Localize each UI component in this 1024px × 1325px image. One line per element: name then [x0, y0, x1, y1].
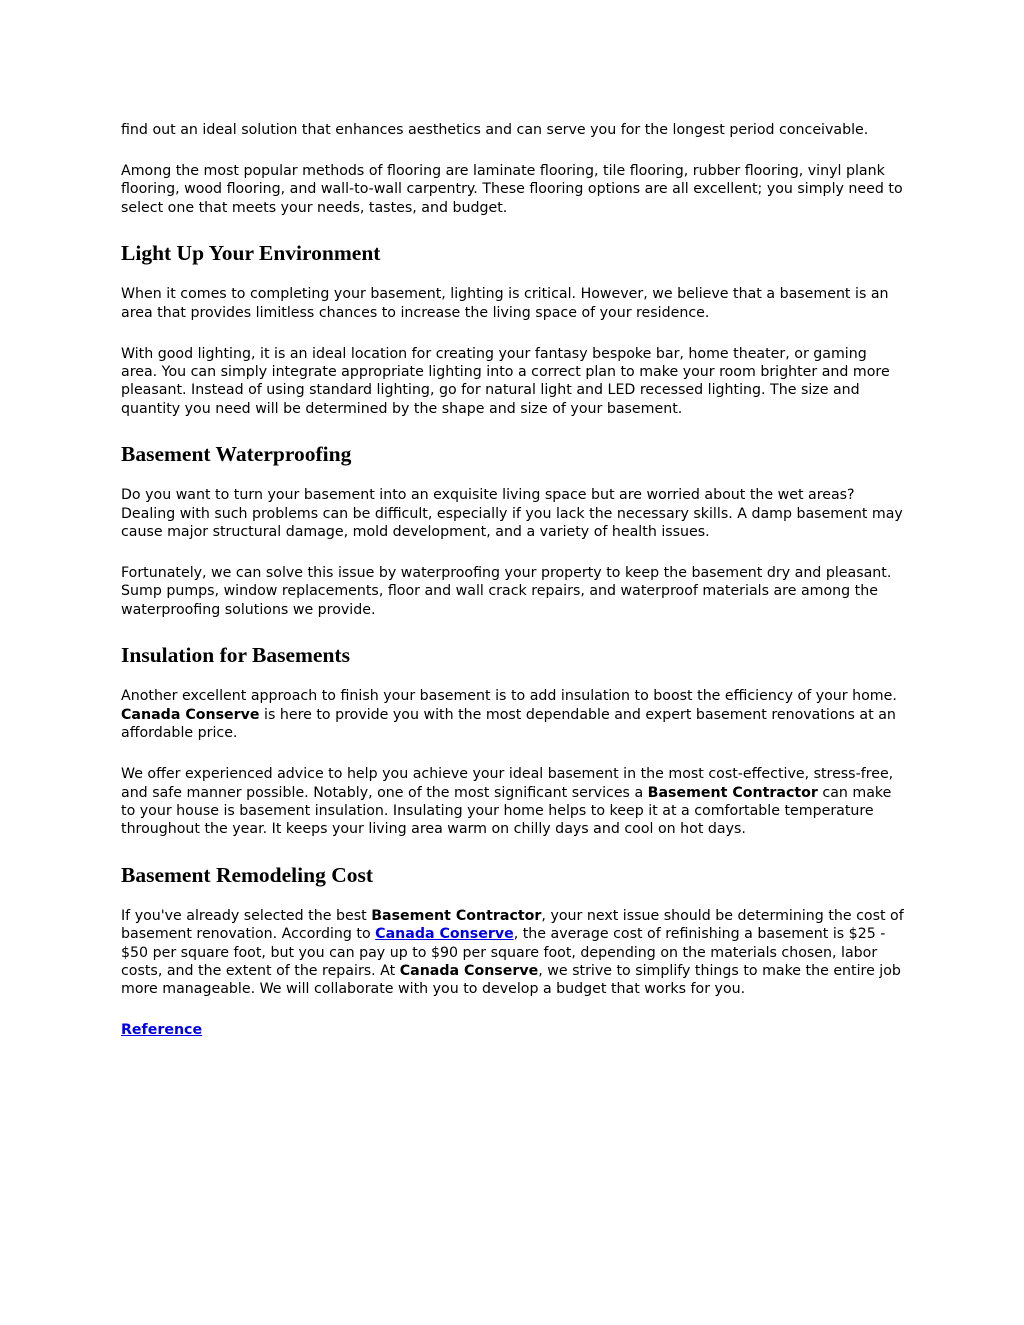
insulation-p2-text-a: We offer experienced advice to help you achieve your ideal basement in the most cost-effective, stress-free, and safe manner possible. Notably, one of the most significant services a	[121, 766, 894, 801]
insulation-paragraph-2	[121, 765, 907, 839]
basement-contractor-bold: Basement Contractor	[371, 907, 542, 924]
heading-waterproofing: Basement Waterproofing	[121, 442, 352, 467]
lighting-paragraph-2: With good lighting, it is an ideal location for creating your fantasy bespoke bar, home theater, or gaming area. You can simply integrate appropriate lighting into a correct plan to make your room brighter and more pleasant. Instead of using standard lighting, go for natural light and LED recessed lighting. The size and quantity you need will be determined by the shape and size of your basement.	[121, 345, 890, 417]
insulation-paragraph-1	[121, 687, 907, 742]
cost-text-2: , your next issue should be determining the cost of basement renovation. According to	[121, 907, 904, 943]
heading-remodeling-cost: Basement Remodeling Cost	[121, 862, 374, 887]
cost-paragraph	[121, 907, 907, 999]
insulation-p2-text-b: can make to your house is basement insulation. Insulating your home helps to keep it at a comfortable temperature throughout the year. It keeps your living area warm on chilly days and cool on hot days.	[121, 784, 892, 838]
lighting-paragraph-1: When it comes to completing your basement, lighting is critical. However, we believe that a basement is an area that provides limitless chances to increase the living space of your residence.	[121, 286, 889, 321]
insulation-p1-text-a: Another excellent approach to finish your basement is to add insulation to boost the efficiency of your home.	[121, 688, 897, 705]
heading-lighting: Light Up Your Environment	[121, 241, 381, 266]
cost-text-4: , we strive to simplify things to make the entire job more manageable. We will collaborate with you to develop a budget that works for you.	[121, 962, 901, 998]
insulation-p1-text-b: is here to provide you with the most dependable and expert basement renovations at an affordable price.	[121, 706, 896, 742]
company-name-bold: Canada Conserve	[399, 962, 539, 979]
heading-insulation: Insulation for Basements	[121, 643, 350, 668]
intro-paragraph-2: Among the most popular methods of flooring are laminate flooring, tile flooring, rubber flooring, vinyl plank flooring, wood flooring, and wall-to-wall carpentry. These flooring options are all excellent; you simply need to select one that meets your needs, tastes, and budget.	[121, 163, 903, 216]
company-name-bold: Canada Conserve	[121, 706, 260, 723]
cost-text-3: , the average cost of refinishing a basement is $25 - $50 per square foot, but you can pay up to $90 per square foot, depending on the materials chosen, labor costs, and the extent of the repairs. At	[121, 926, 886, 979]
intro-paragraph-1: find out an ideal solution that enhances aesthetics and can serve you for the longest period conceivable.	[121, 122, 869, 138]
reference-link[interactable]: Reference	[121, 1022, 203, 1039]
canada-conserve-link[interactable]: Canada Conserve	[375, 926, 514, 943]
basement-contractor-bold: Basement Contractor	[647, 784, 818, 801]
waterproofing-paragraph-2: Fortunately, we can solve this issue by waterproofing your property to keep the basement dry and pleasant. Sump pumps, window replacements, floor and wall crack repairs, and waterproof materials are among the waterproofing solutions we provide.	[121, 565, 892, 618]
waterproofing-paragraph-1: Do you want to turn your basement into an exquisite living space but are worried about the wet areas? Dealing with such problems can be difficult, especially if you lack the necessary skills. A damp basement may cause major structural damage, mold development, and a variety of health issues.	[121, 487, 903, 541]
reference-paragraph	[121, 1021, 907, 1039]
cost-text-1: If you've already selected the best	[121, 907, 372, 924]
document-page	[121, 121, 907, 1062]
